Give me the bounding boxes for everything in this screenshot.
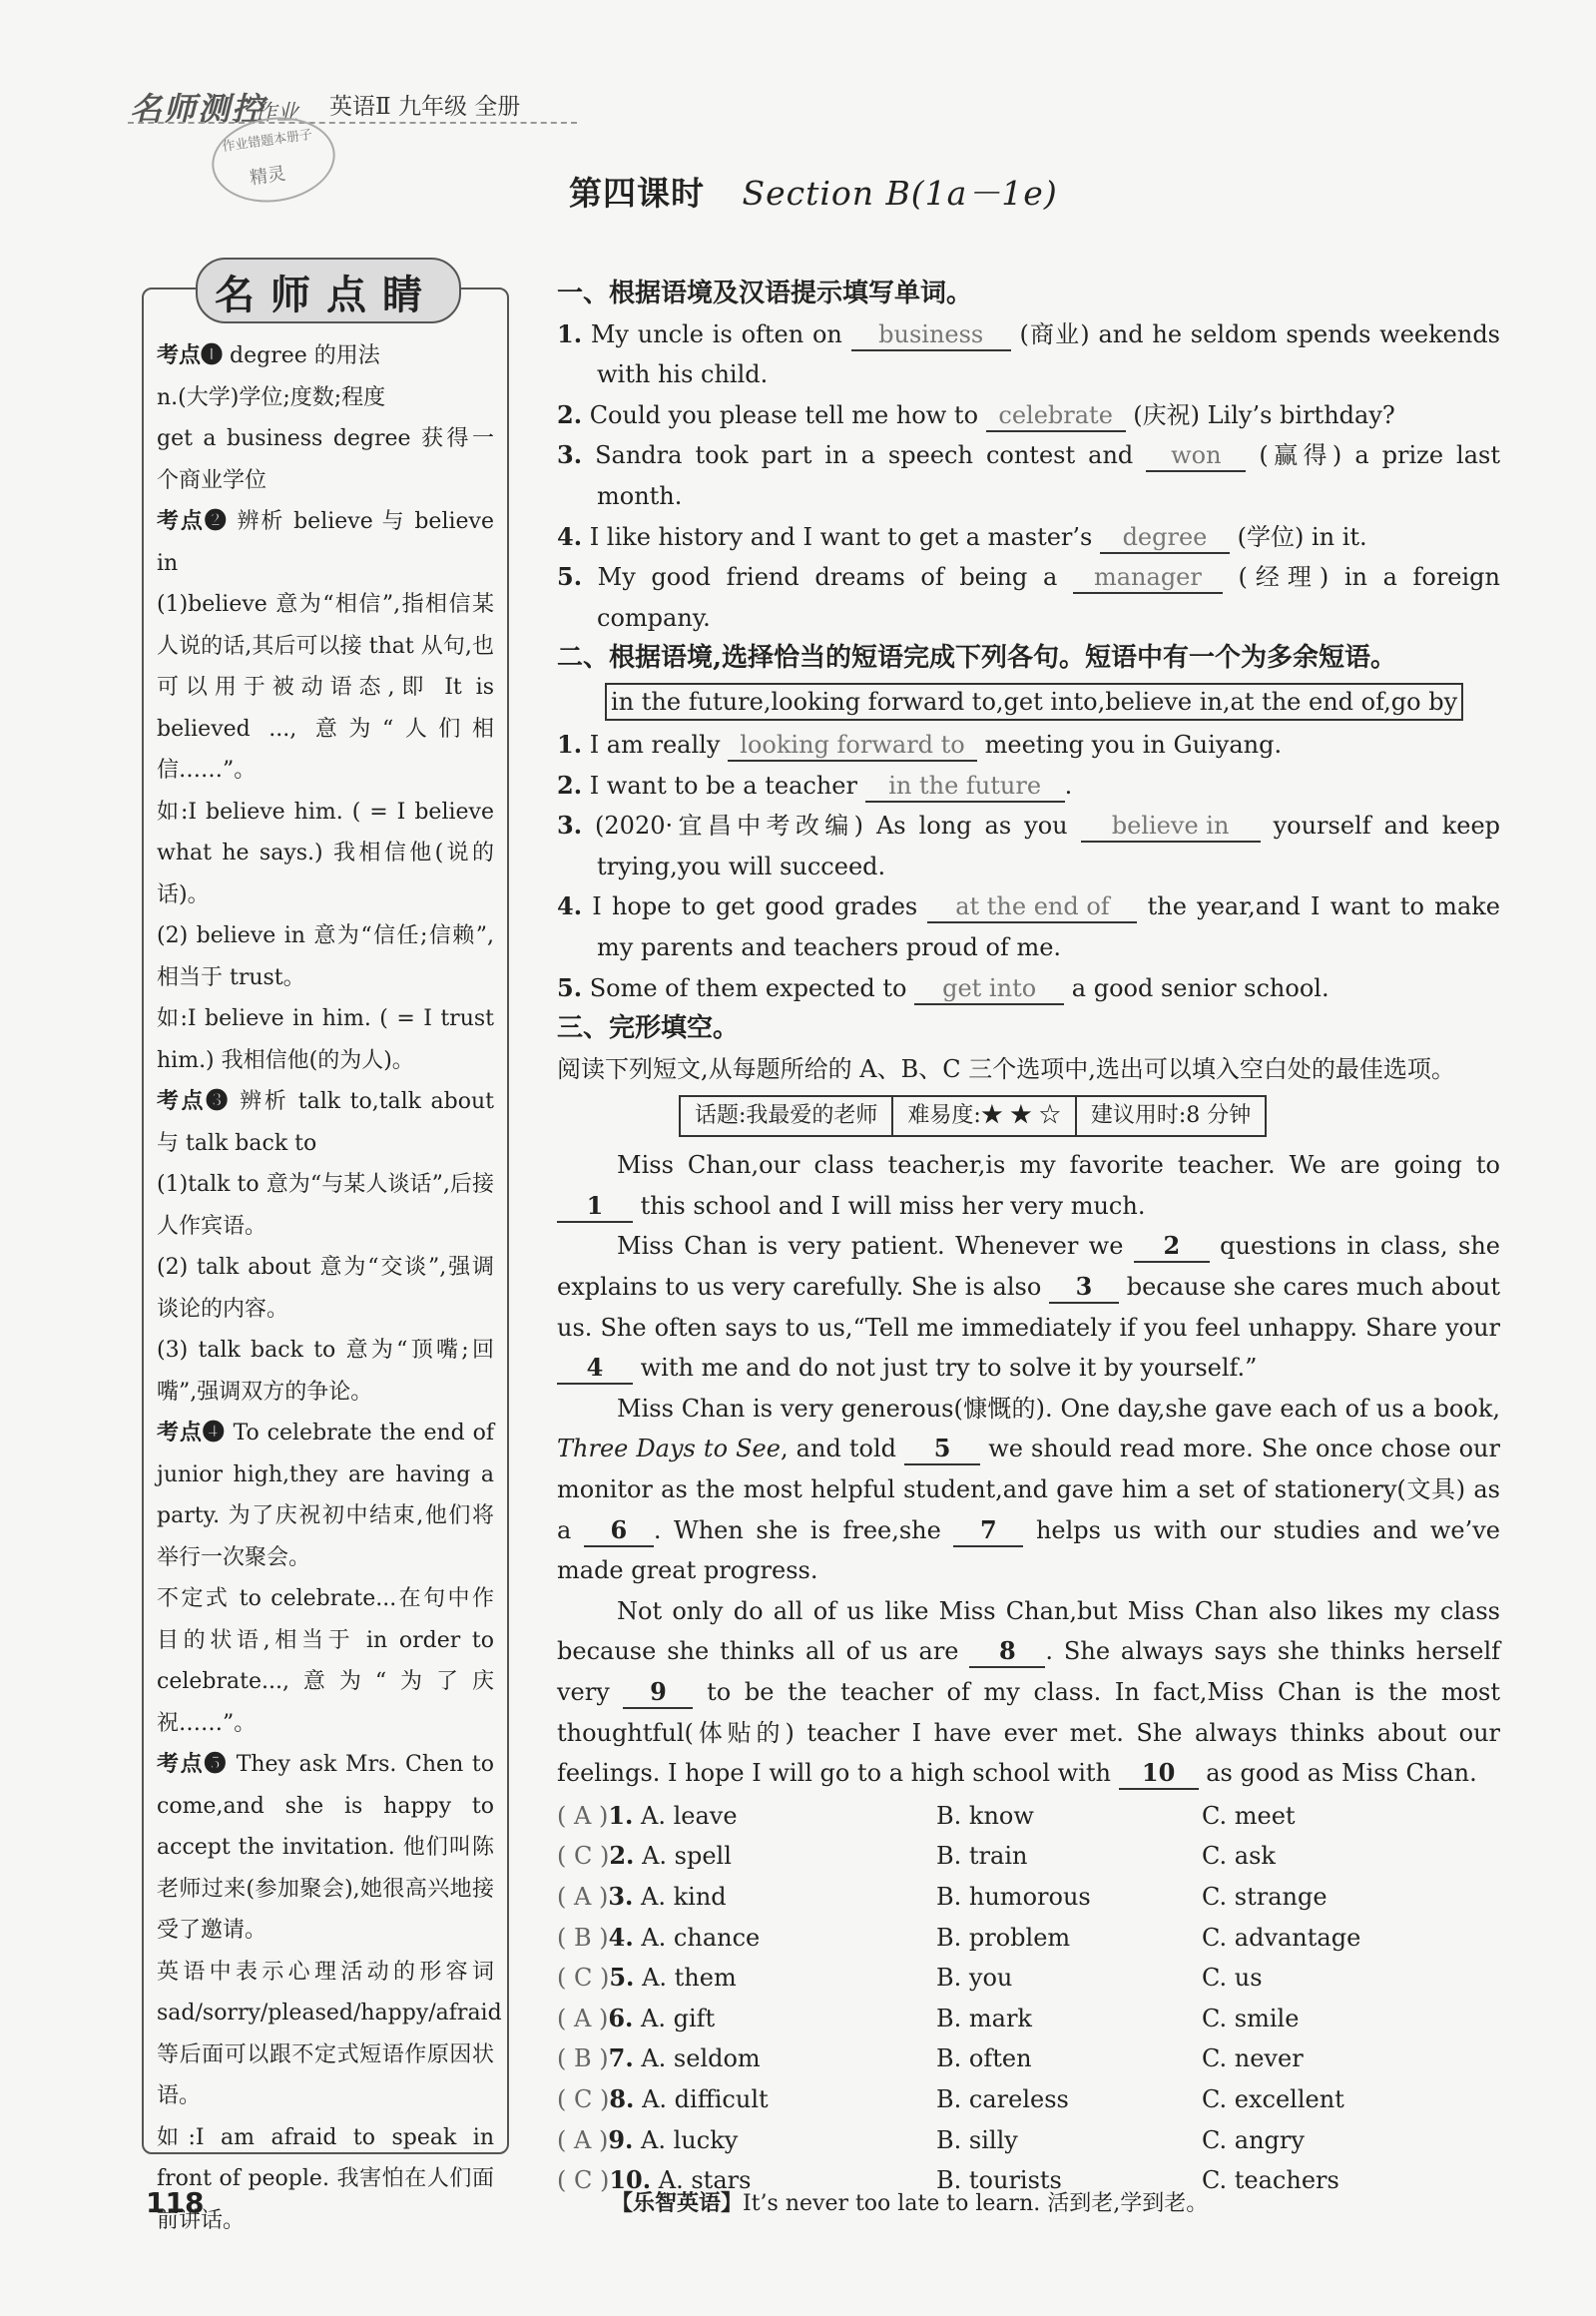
blank-number: 2 [1134,1231,1210,1263]
answer-mark: ( B ) [557,2044,609,2073]
tip-line: (1)talk to 意为“与某人谈话”,后接人作宾语。 [157,1172,494,1239]
tip-line: (3) talk back to 意为“顶嘴;回嘴”,强调双方的争论。 [157,1338,494,1405]
option-row: ( A )9. A. lucky B. silly C. angry [557,2124,1305,2154]
tip-line: 如:I believe in him. ( = I trust him.) 我相信他(的为人)。 [157,1006,494,1073]
option-row: ( B )4. A. chance B. problem C. advantage [557,1922,1361,1952]
passage-paragraph-1: Miss Chan,our class teacher,is my favorite teacher. We are going to 1 this school and I will miss her very much. [557,1145,1500,1226]
info-difficulty: 难易度:★ ★ ☆ [892,1096,1075,1136]
passage-paragraph-3: Miss Chan is very generous(慷慨的). One day,she gave each of us a book, Three Days to See, and told 5 we should read more. She once chose our monitor as the most helpful student,and gave him a set of stationery(文具) as a 6 . When she is free,she 7 helps us with our studies and we’ve made great progress. [557,1394,1501,1585]
tip-line: 考点❺ They ask Mrs. Chen to come,and she is happy to accept the invitation. 他们叫陈老师过来(参加聚会),她很高兴地接受了邀请。 [157,1751,494,1943]
question-1-2: 2. Could you please tell me how to celebrate (庆祝) Lily’s birthday? [557,395,1500,436]
footer-brand: 【乐智英语】 [611,2190,744,2216]
answer-mark: ( C ) [557,2084,610,2113]
answer-blank: in the future [865,771,1065,803]
tip-line: (2) talk about 意为“交谈”,强调谈论的内容。 [157,1255,494,1322]
info-topic: 话题:我最爱的老师 [680,1096,892,1136]
blank-number: 10 [1119,1758,1199,1790]
answer-mark: ( A ) [557,2004,609,2032]
cloze-instruction: 阅读下列短文,从每题所给的 A、B、C 三个选项中,选出可以填入空白处的最佳选项。 [557,1054,1455,1083]
stamp-text: 作业错题本册子 [221,127,313,156]
answer-mark: ( C ) [557,1964,610,1993]
question-2-1: 1. I am really looking forward to meeting you in Guiyang. [557,725,1500,766]
footer-motto [611,2186,1208,2217]
section-title-2: 二、根据语境,选择恰当的短语完成下列各句。短语中有一个为多余短语。 [557,643,1397,674]
question-1-3: 3. Sandra took part in a speech contest and won (赢得) a prize last month. [557,440,1500,510]
blank-number: 5 [904,1434,980,1465]
answer-blank: believe in [1081,811,1261,843]
blank-number: 1 [557,1191,633,1223]
option-row: ( A )1. A. leave B. know C. meet [557,1800,1296,1830]
option-row: ( A )6. A. gift B. mark C. smile [557,2003,1300,2032]
answer-blank: get into [914,973,1064,1005]
section-title-3: 三、完形填空。 [557,1013,740,1044]
question-1-4: 4. I like history and I want to get a master’s degree (学位) in it. [557,517,1500,558]
tip-line: 不定式 to celebrate...在句中作目的状语,相当于 in order to celebrate...,意为“为了庆祝……”。 [157,1586,494,1736]
page-number: 118 [146,2186,205,2219]
option-row: ( A )3. A. kind B. humorous C. strange [557,1881,1328,1911]
question-1-5: 5. My good friend dreams of being a manager (经理) in a foreign company. [557,562,1501,632]
answer-mark: ( B ) [557,1923,609,1952]
lesson-title [569,168,1058,215]
answer-mark: ( A ) [557,1882,609,1911]
tip-line: 如:I believe him. ( = I believe what he says.) 我相信他(说的话)。 [157,799,494,907]
tip-line: 考点❶ degree 的用法 [157,342,380,368]
tip-line: 考点❸ 辨析 talk to,talk about 与 talk back to [157,1088,494,1156]
answer-blank: business [851,319,1011,351]
answer-blank: degree [1100,522,1230,554]
tip-line: 如:I am afraid to speak in front of people. 我害怕在人们面前讲话。 [157,2124,494,2233]
option-row: ( C )10. A. stars B. tourists C. teachers [557,2165,1339,2195]
book-title-italic: Three Days to See [557,1435,781,1463]
lesson-title-en: Section B(1a－1e) [742,174,1058,213]
tip-line: 考点❹ To celebrate the end of junior high,they are having a party. 为了庆祝初中结束,他们将举行一次聚会。 [157,1420,494,1570]
answer-blank: at the end of [927,891,1137,923]
answer-mark: ( A ) [557,2125,609,2154]
question-1-1: 1. My uncle is often on business (商业) and he seldom spends weekends with his child. [557,318,1500,389]
passage-info-table [679,1095,1267,1137]
tip-line: (2) believe in 意为“信任;信赖”,相当于 trust。 [157,923,494,990]
question-2-3: 3. (2020·宜昌中考改编) As long as you believe in yourself and keep trying,you will succeed. [557,811,1501,880]
question-2-5: 5. Some of them expected to get into a good senior school. [557,968,1500,1009]
tip-line: (1)believe 意为“相信”,指相信某人说的话,其后可以接 that 从句,也可以用于被动语态,即 It is believed ..., 意为“人们相信……”。 [157,592,494,783]
answer-mark: ( C ) [557,2166,610,2195]
phrase-bank: in the future,looking forward to,get into,believe in,at the end of,go by [605,683,1463,721]
tip-line: n.(大学)学位;度数;程度 [157,384,386,410]
header-divider [128,122,577,124]
footer-text: It’s never too late to learn. 活到老,学到老。 [743,2191,1209,2216]
passage-paragraph-4: Not only do all of us like Miss Chan,but Miss Chan also likes my class because she thinks all of us are 8 . She always says she thinks herself very 9 to be the teacher of my class. In fact,Miss Chan is the most thoughtful(体贴的) teacher I have ever met. She always thinks about our feelings. I hope I will go to a high school with 10 as good as Miss Chan. [557,1591,1500,1794]
section-title-1: 一、根据语境及汉语提示填写单词。 [557,279,973,308]
info-time: 建议用时:8 分钟 [1076,1096,1266,1136]
tips-content [157,335,502,2241]
blank-number: 4 [557,1353,633,1385]
lesson-title-cn: 第四课时 [569,174,705,213]
answer-mark: ( C ) [557,1842,610,1871]
tip-line: 英语中表示心理活动的形容词 sad/sorry/pleased/happy/afraid 等后面可以跟不定式短语作原因状语。 [157,1959,502,2108]
question-2-4: 4. I hope to get good grades at the end of the year,and I want to make my parents and teachers proud of me. [557,891,1500,961]
blank-number: 8 [969,1636,1045,1668]
tip-line: get a business degree 获得一个商业学位 [157,426,494,493]
cloze-options [557,1796,1500,2201]
answer-mark: ( A ) [557,1801,609,1830]
answer-blank: won [1146,440,1246,472]
book-title: 英语Ⅱ 九年级 全册 [329,94,521,120]
tips-heading: 名师点睛 [215,272,438,318]
option-row: ( B )7. A. seldom B. often C. never [557,2043,1304,2073]
blank-number: 3 [1049,1272,1119,1304]
answer-blank: looking forward to [728,730,977,762]
answer-blank: manager [1073,562,1223,594]
option-row: ( C )8. A. difficult B. careless C. excellent [557,2083,1344,2113]
blank-number: 7 [953,1515,1023,1547]
exercise-content [557,274,1500,2201]
blank-number: 6 [584,1515,654,1547]
option-row: ( C )2. A. spell B. train C. ask [557,1841,1276,1871]
stamp-text-2: 精灵 [248,163,287,190]
tip-line: 考点❷ 辨析 believe 与 believe in [157,508,494,576]
brand-sub: 作业 [255,101,299,126]
passage-paragraph-2: Miss Chan is very patient. Whenever we 2 questions in class, she explains to us very carefully. She is also 3 because she cares much about us. She often says to us,“Tell me immediately if you feel unhappy. Share your 4 with me and do not just try to solve it by yourself.” [557,1226,1500,1388]
question-2-2: 2. I want to be a teacher in the future . [557,766,1500,807]
brand-logo: 名师测控 [130,90,266,128]
blank-number: 9 [623,1677,693,1709]
option-row: ( C )5. A. them B. you C. us [557,1963,1263,1993]
answer-blank: celebrate [986,400,1126,432]
